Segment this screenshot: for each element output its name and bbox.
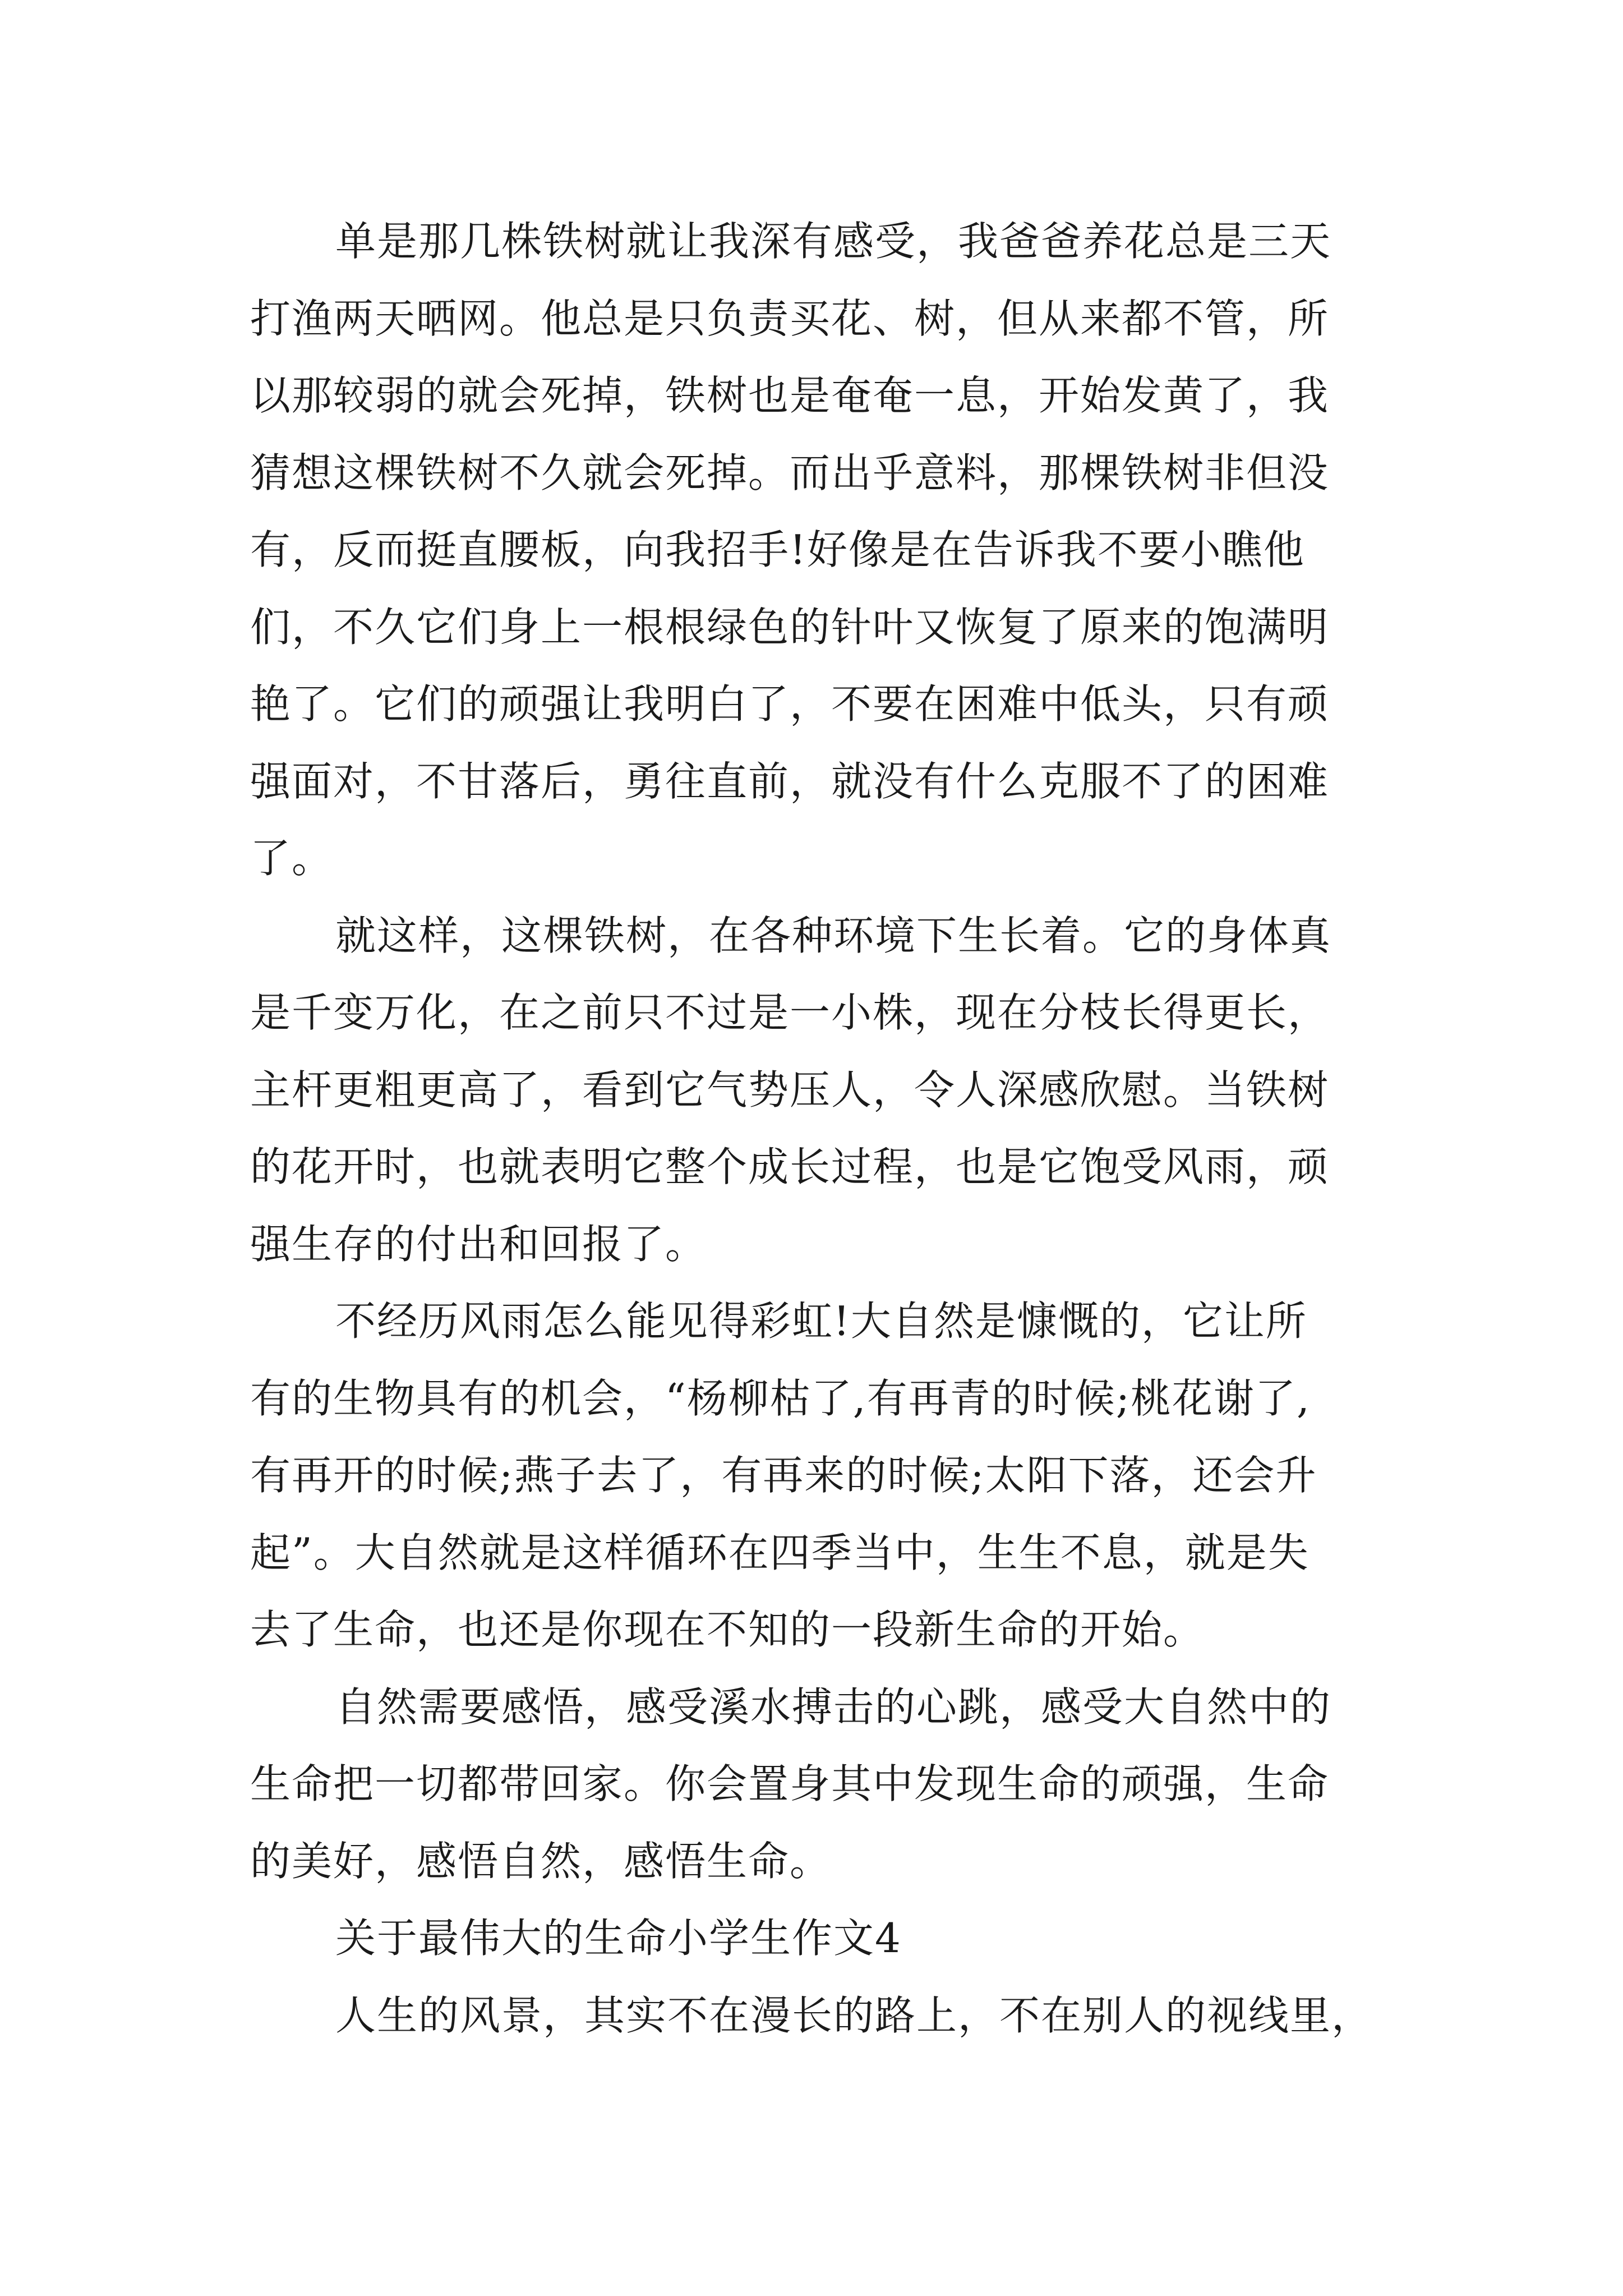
text-line: 主杆更粗更高了，看到它气势压人，令人深感欣慰。当铁树 <box>250 1066 1330 1114</box>
text-line: 有，反而挺直腰板，向我招手!好像是在告诉我不要小瞧他 <box>250 526 1305 573</box>
text-line: 是千变万化，在之前只不过是一小株，现在分枝长得更长， <box>250 989 1330 1036</box>
text-line: 去了生命，也还是你现在不知的一段新生命的开始。 <box>250 1606 1205 1653</box>
text-line: 人生的风景，其实不在漫长的路上，不在别人的视线里， <box>335 1991 1373 2039</box>
text-line: 的美好，感悟自然，感悟生命。 <box>250 1837 832 1885</box>
text-line: 不经历风雨怎么能见得彩虹!大自然是慷慨的，它让所 <box>335 1297 1307 1345</box>
text-line: 打渔两天晒网。他总是只负责买花、树，但从来都不管，所 <box>250 295 1330 342</box>
text-line: 有再开的时候;燕子去了，有再来的时候;太阳下落，还会升 <box>250 1452 1317 1499</box>
text-line: 自然需要感悟，感受溪水搏击的心跳，感受大自然中的 <box>335 1683 1332 1731</box>
text-line: 猜想这棵铁树不久就会死掉。而出乎意料，那棵铁树非但没 <box>250 449 1330 496</box>
text-line: 起”。大自然就是这样循环在四季当中，生生不息，就是失 <box>250 1529 1310 1576</box>
text-line: 有的生物具有的机会，“杨柳枯了,有再青的时候;桃花谢了, <box>250 1374 1311 1422</box>
section-heading: 关于最伟大的生命小学生作文4 <box>335 1915 902 1962</box>
essay-body <box>250 203 1389 2054</box>
text-line: 们，不久它们身上一根根绿色的针叶又恢复了原来的饱满明 <box>250 603 1330 651</box>
text-line: 艳了。它们的顽强让我明白了，不要在困难中低头，只有顽 <box>250 680 1330 728</box>
text-line: 单是那几株铁树就让我深有感受，我爸爸养花总是三天 <box>335 218 1332 265</box>
text-line: 的花开时，也就表明它整个成长过程，也是它饱受风雨，顽 <box>250 1143 1330 1190</box>
text-line: 强生存的付出和回报了。 <box>250 1220 707 1268</box>
text-line: 强面对，不甘落后，勇往直前，就没有什么克服不了的困难 <box>250 757 1330 805</box>
text-line: 就这样，这棵铁树，在各种环境下生长着。它的身体真 <box>335 912 1332 959</box>
text-line: 以那较弱的就会死掉，铁树也是奄奄一息，开始发黄了，我 <box>250 372 1330 419</box>
text-line: 生命把一切都带回家。你会置身其中发现生命的顽强，生命 <box>250 1760 1330 1807</box>
text-line: 了。 <box>250 835 334 882</box>
